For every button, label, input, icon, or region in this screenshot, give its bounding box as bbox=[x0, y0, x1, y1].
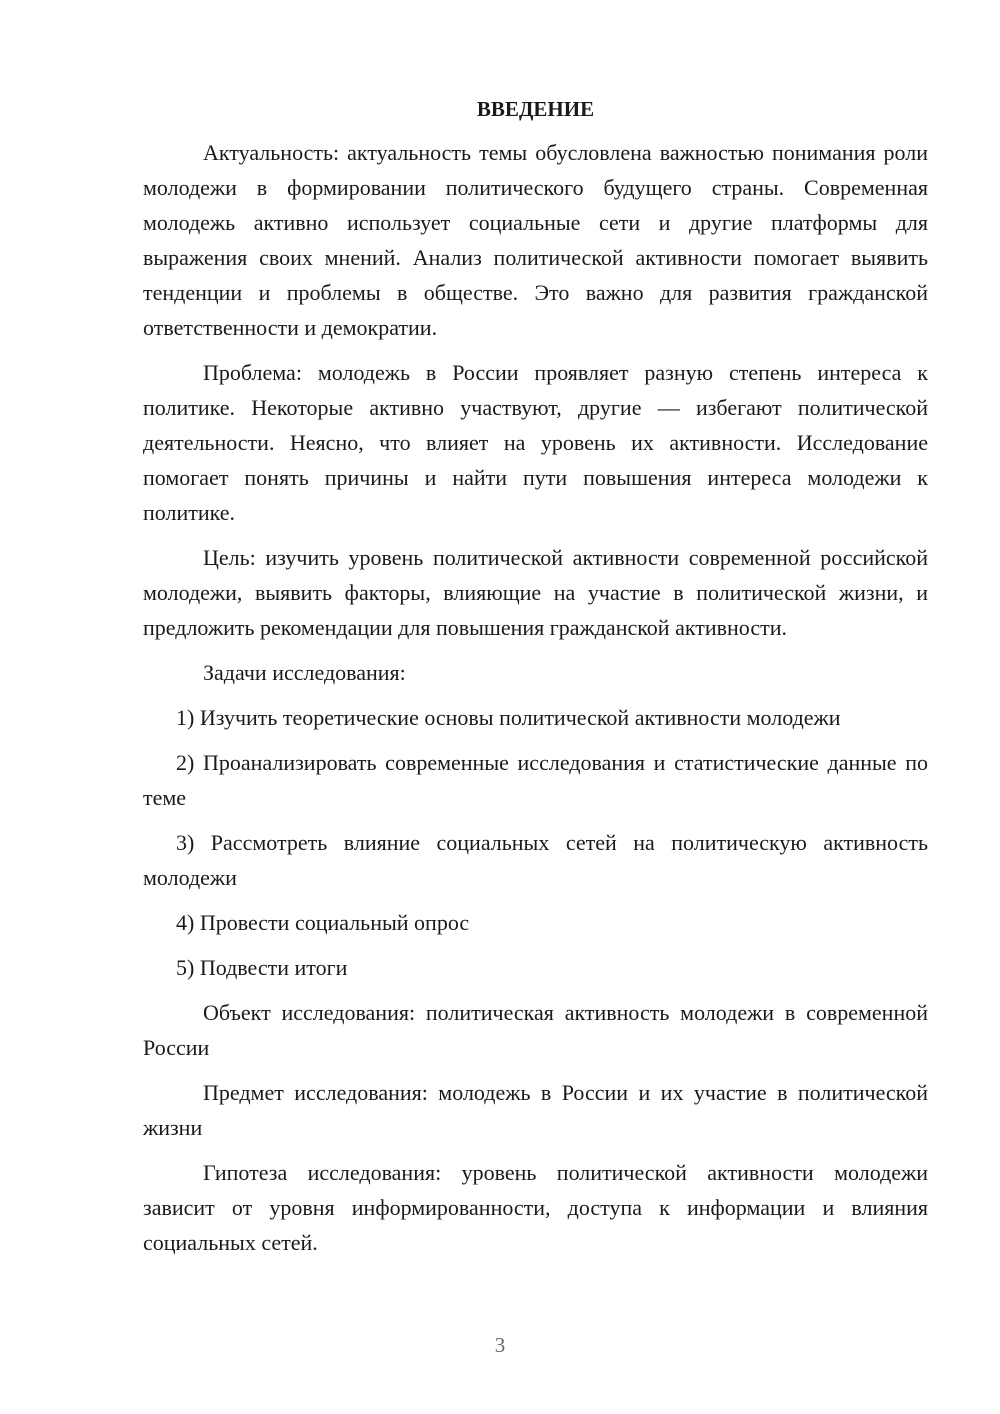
task-item: 3) Рассмотреть влияние социальных сетей на политическую активность молодежи bbox=[143, 830, 928, 890]
paragraph-hypothesis: Гипотеза исследования: уровень политической активности молодежи зависит от уровня информированности, доступа к информации и влияния социальных сетей. bbox=[143, 1160, 928, 1255]
task-item: 4) Провести социальный опрос bbox=[176, 910, 470, 935]
page-title: ВВЕДЕНИЕ bbox=[476, 97, 595, 121]
task-item: 5) Подвести итоги bbox=[176, 955, 348, 980]
page-number: 3 bbox=[494, 1333, 506, 1357]
task-item: 1) Изучить теоретические основы политической активности молодежи bbox=[176, 705, 841, 730]
paragraph-problem: Проблема: молодежь в России проявляет разную степень интереса к политике. Некоторые активно участвуют, другие — избегают политической деятельности. Неясно, что влияет на уровень их активности. Исследование помогает понять причины и найти пути повышения интереса молодежи к политике. bbox=[143, 360, 928, 525]
task-item: 2) Проанализировать современные исследования и статистические данные по теме bbox=[143, 750, 928, 810]
document-page bbox=[143, 92, 928, 1270]
paragraph-relevance: Актуальность: актуальность темы обусловлена важностью понимания роли молодежи в формировании политического будущего страны. Современная молодежь активно использует социальные сети и другие платформы для выражения своих мнений. Анализ политической активности помогает выявить тенденции и проблемы в обществе. Это важно для развития гражданской ответственности и демократии. bbox=[143, 140, 928, 340]
paragraph-subject: Предмет исследования: молодежь в России и их участие в политической жизни bbox=[143, 1080, 928, 1140]
tasks-heading: Задачи исследования: bbox=[203, 660, 406, 685]
paragraph-goal: Цель: изучить уровень политической активности современной российской молодежи, выявить факторы, влияющие на участие в политической жизни, и предложить рекомендации для повышения гражданской активности. bbox=[143, 545, 928, 640]
paragraph-object: Объект исследования: политическая активность молодежи в современной России bbox=[143, 1000, 928, 1060]
